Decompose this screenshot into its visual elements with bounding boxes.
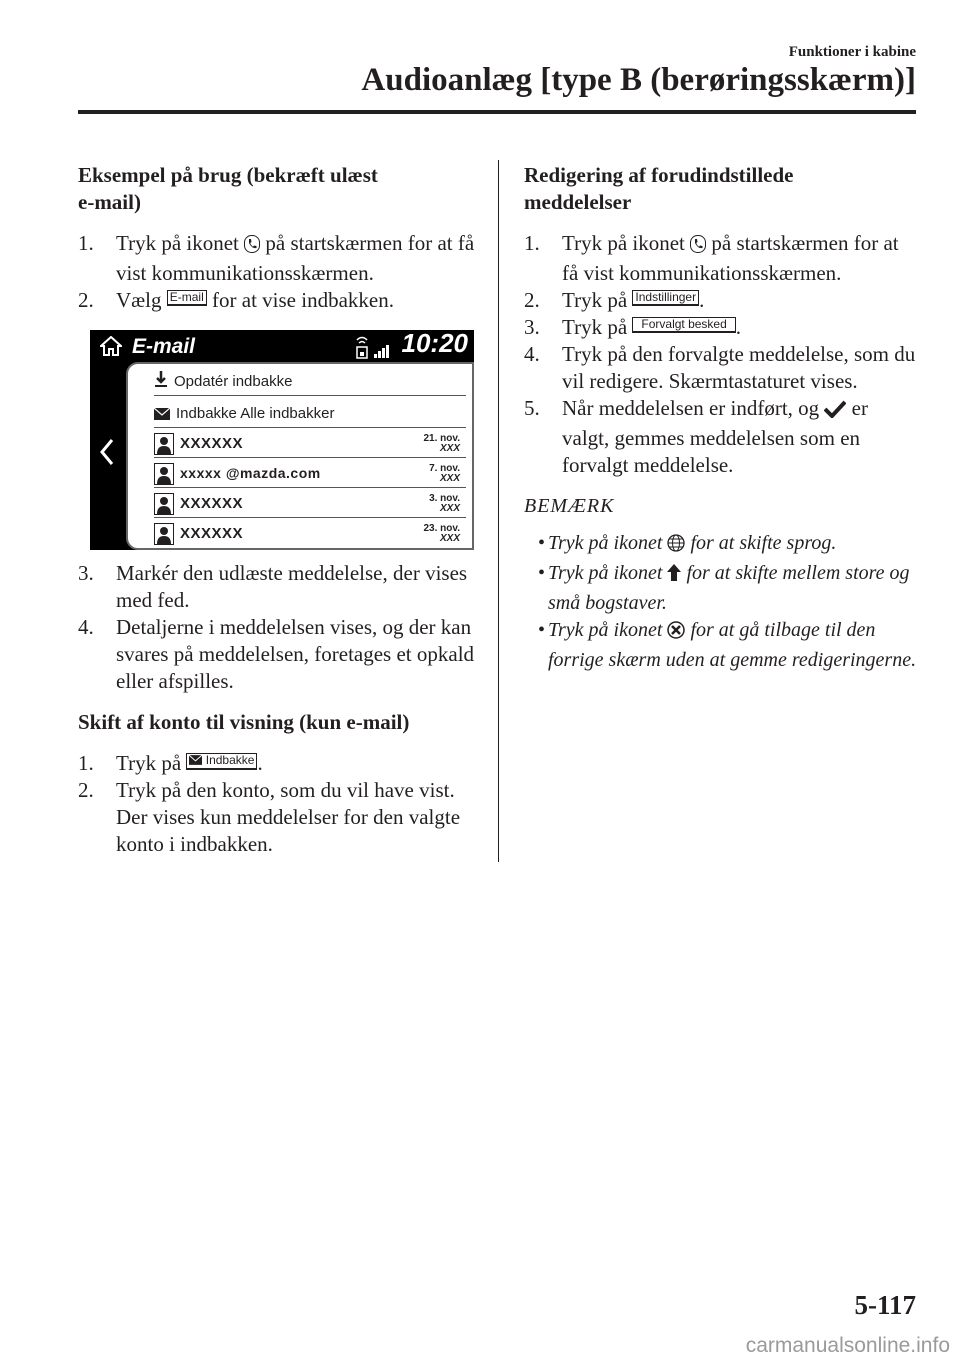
settings-button[interactable]: Indstillinger: [632, 290, 699, 306]
edit-step-1: 1. Tryk på ikonet på startskærmen for at få vist kommunikationsskærmen.: [524, 231, 899, 285]
close-circle-icon: [667, 620, 685, 647]
mail-icon: [154, 400, 170, 427]
page-title: Audioanlæg [type B (berøringsskærm)]: [361, 62, 916, 98]
download-icon: [154, 368, 168, 395]
step-4: 4. Detaljerne i meddelelsen vises, og der kan svares på meddelelsen, foretages et opkald eller afspilles.: [78, 615, 475, 693]
person-icon: [154, 433, 174, 455]
page-number: 5-117: [854, 1290, 916, 1320]
check-icon: [824, 398, 846, 425]
message-row[interactable]: XXXXXX 3. nov. XXX: [154, 490, 466, 518]
preset-message-button[interactable]: Forvalgt besked: [632, 317, 735, 333]
heading-example: Eksempel på brug (bekræft ulæst e-mail): [78, 163, 378, 214]
screen-title: E-mail: [132, 335, 196, 358]
update-inbox-row[interactable]: Opdatér indbakke: [154, 368, 466, 396]
note-bullet: • Tryk på ikonet for at skifte sprog.: [538, 530, 920, 560]
email-button[interactable]: E-mail: [167, 290, 207, 306]
email-screen-illustration: [90, 330, 474, 550]
home-icon[interactable]: [100, 336, 122, 363]
edit-step-3: 3. Tryk på Forvalgt besked .: [524, 315, 742, 339]
column-divider: [498, 160, 499, 862]
edit-step-5: 5. Når meddelelsen er indført, og er valgt, gemmes meddelelsen som en forvalgt meddelelse.: [524, 396, 868, 477]
person-icon: [154, 523, 174, 545]
right-column: [524, 162, 920, 674]
message-row[interactable]: xxxxx @mazda.com 7. nov. XXX: [154, 460, 466, 488]
email-panel: [126, 362, 474, 550]
step-switch-2: 2. Tryk på den konto, som du vil have vist. Der vises kun meddelelser for den valgte konto i indbakken.: [78, 778, 461, 856]
section-label: Funktioner i kabine: [788, 44, 916, 60]
edit-step-4: 4. Tryk på den forvalgte meddelelse, som du vil redigere. Skærmtastaturet vises.: [524, 342, 916, 393]
note-bullet: • Tryk på ikonet for at skifte mellem store og små bogstaver.: [538, 562, 910, 614]
screen-clock: 10:20: [401, 330, 468, 358]
phone-icon: [690, 233, 706, 260]
message-row[interactable]: XXXXXX 21. nov. XXX: [154, 430, 466, 458]
heading-edit-presets: Redigering af forudindstillede meddelelser: [524, 163, 794, 214]
note-heading: BEMÆRK: [524, 495, 615, 517]
note-bullet: • Tryk på ikonet for at gå tilbage til den forrige skærm uden at gemme redigeringerne.: [538, 619, 917, 671]
mail-icon: [189, 755, 202, 768]
phone-icon: [244, 233, 260, 260]
chevron-left-icon[interactable]: [98, 438, 116, 473]
step-1: 1. Tryk på ikonet på startskærmen for at få vist kommunikationsskærmen.: [78, 231, 475, 285]
person-icon: [154, 463, 174, 485]
inbox-select-row[interactable]: Indbakke Alle indbakker: [154, 400, 466, 428]
edit-step-2: 2. Tryk på Indstillinger .: [524, 288, 705, 312]
watermark: carmanualsonline.info: [745, 1334, 950, 1357]
heading-switch-account: Skift af konto til visning (kun e-mail): [78, 710, 410, 734]
header-rule: [78, 110, 916, 114]
shift-arrow-icon: [667, 563, 681, 590]
step-switch-1: 1. Tryk på Indbakke .: [78, 751, 263, 775]
globe-icon: [667, 533, 685, 560]
left-column: [78, 162, 486, 858]
step-2: 2. Vælg E-mail for at vise indbakken.: [78, 288, 394, 312]
inbox-button[interactable]: Indbakke: [186, 753, 257, 770]
step-3: 3. Markér den udlæste meddelelse, der vises med fed.: [78, 561, 468, 612]
person-icon: [154, 493, 174, 515]
message-row[interactable]: XXXXXX 23. nov. XXX: [154, 520, 466, 547]
